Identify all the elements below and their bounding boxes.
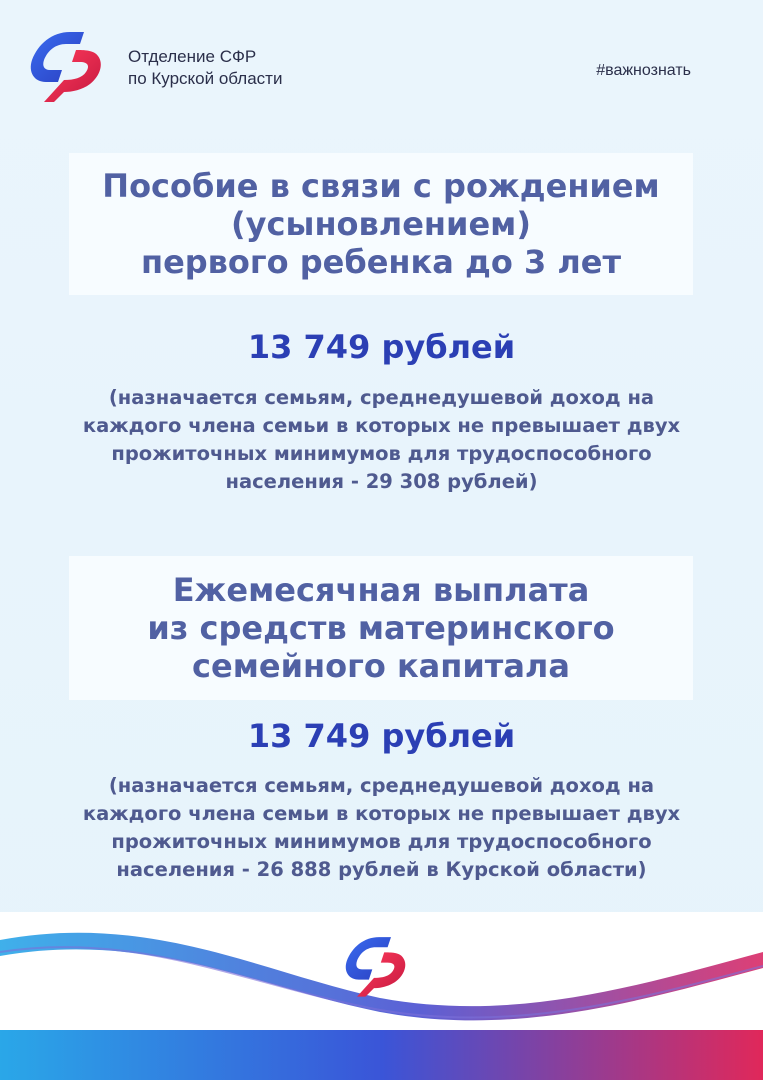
- sfr-logo-icon: [24, 26, 112, 102]
- section2-title-line: из средств материнского: [147, 609, 615, 647]
- section1-amount: 13 749 рублей: [247, 328, 516, 366]
- section2-note-line: каждого члена семьи в которых не превышает двух: [82, 802, 681, 825]
- section1-note-line: (назначается семьям, среднедушевой доход на: [108, 386, 655, 409]
- organization-name: [128, 46, 282, 90]
- org-line-2: по Курской области: [128, 69, 283, 88]
- section1-title: [69, 153, 693, 295]
- section1-title-line: первого ребенка до 3 лет: [140, 243, 622, 281]
- section2-amount: 13 749 рублей: [247, 717, 516, 755]
- wave-decoration: [0, 912, 763, 1080]
- section1-note-line: населения - 29 308 рублей): [225, 470, 538, 493]
- section2-note: [20, 772, 743, 884]
- hashtag: #важнознать: [596, 62, 691, 79]
- section2-note-line: прожиточных минимумов для трудоспособного: [111, 830, 652, 853]
- section1-note-line: каждого члена семьи в которых не превышает двух: [82, 414, 681, 437]
- section2-title-line: Ежемесячная выплата: [172, 571, 590, 609]
- header: [24, 24, 739, 108]
- section2-note-line: (назначается семьям, среднедушевой доход на: [108, 774, 655, 797]
- section1-title-line: Пособие в связи с рождением: [102, 167, 660, 205]
- section2-title: [69, 556, 693, 700]
- section1-note: [20, 384, 743, 496]
- section2-note-line: населения - 26 888 рублей в Курской области): [116, 858, 647, 881]
- org-line-1: Отделение СФР: [128, 47, 257, 66]
- footer-wave-banner: [0, 912, 763, 1080]
- section2-title-line: семейного капитала: [192, 647, 570, 685]
- section1-title-line: (усыновлением): [231, 205, 531, 243]
- section1-note-line: прожиточных минимумов для трудоспособного: [111, 442, 652, 465]
